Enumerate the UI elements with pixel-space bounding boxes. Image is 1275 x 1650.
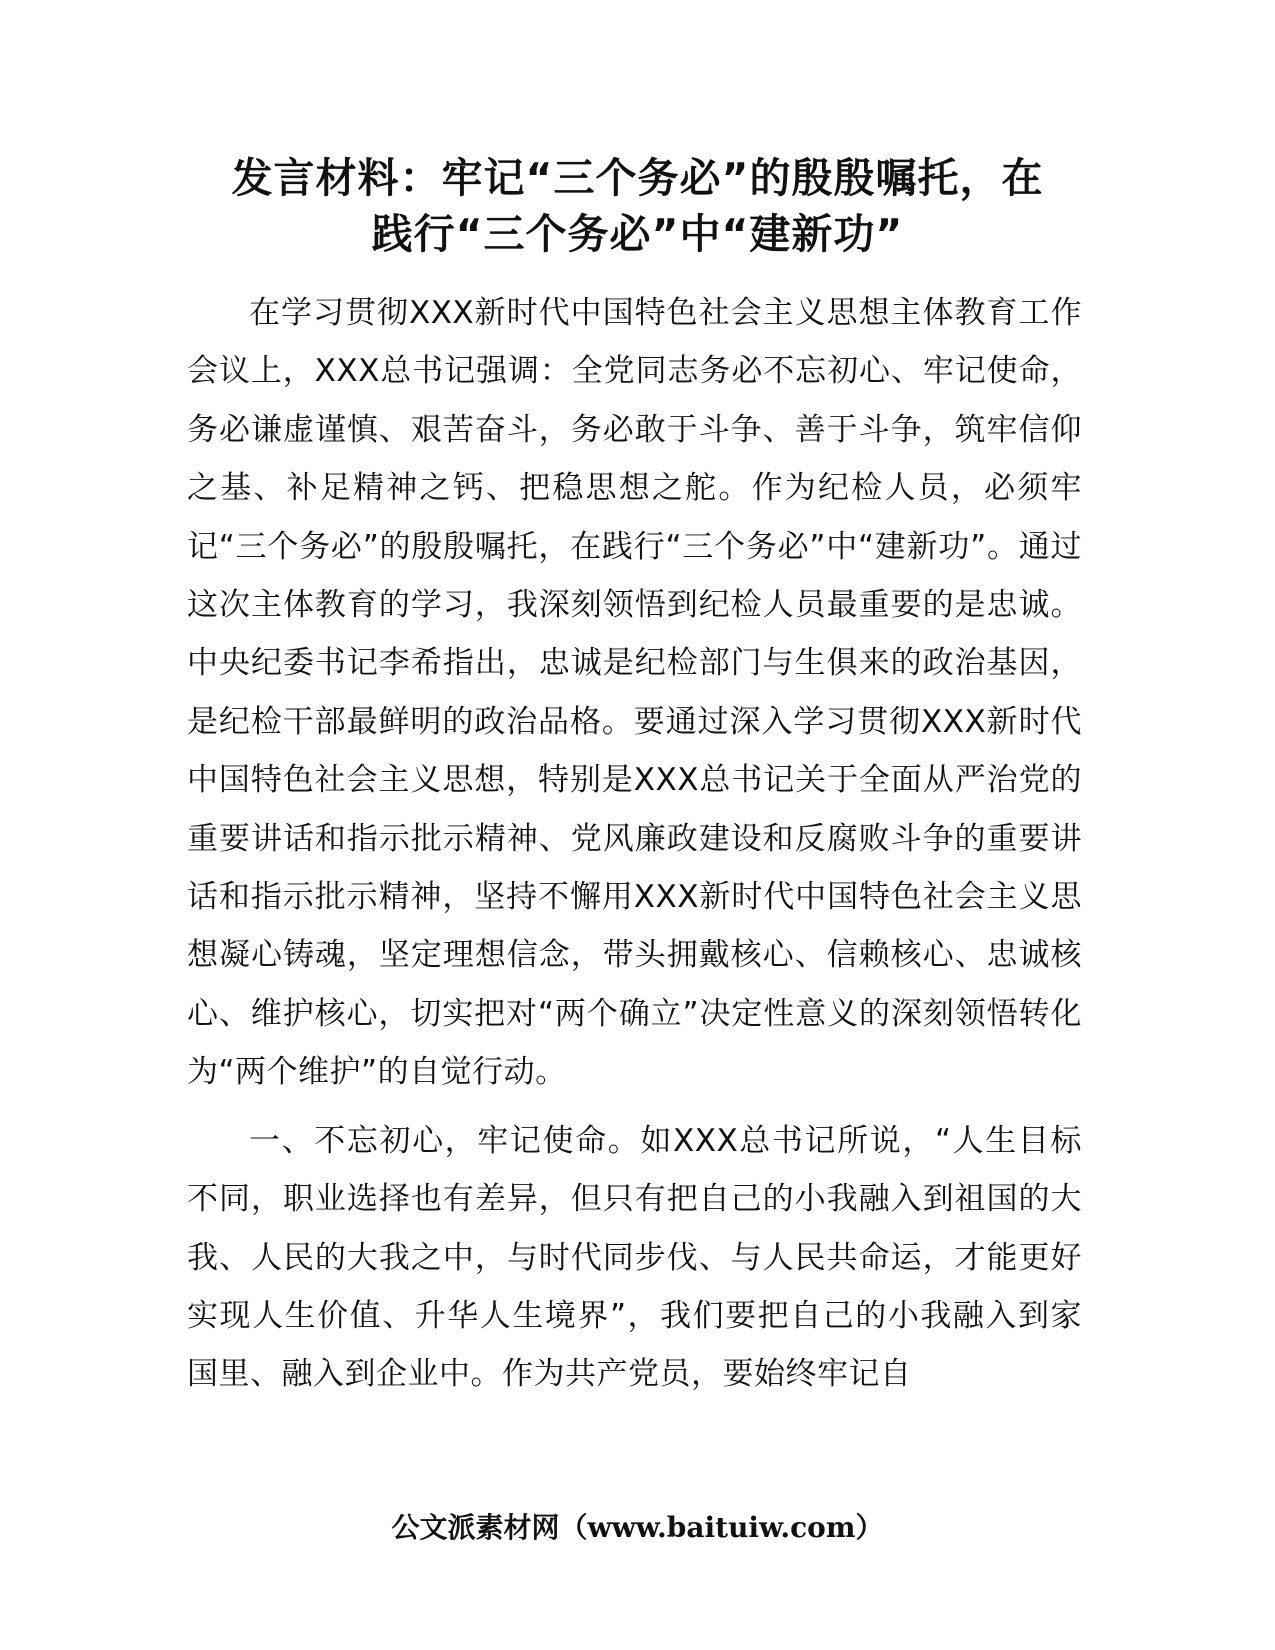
page-footer: 公文派素材网（www.baituiw.com）: [391, 1511, 884, 1544]
paragraph-intro: 在学习贯彻XXX新时代中国特色社会主义思想主体教育工作会议上，XXX总书记强调：全党同志务必不忘初心、牢记使命，务必谦虚谨慎、艰苦奋斗，务必敢于斗争、善于斗争，筑牢信仰之基、补足精神之钙、把稳思想之舵。作为纪检人员，必须牢记“三个务必”的殷殷嘱托，在践行“三个务必”中“建新功”。通过这次主体教育的学习，我深刻领悟到纪检人员最重要的是忠诚。中央纪委书记李希指出，忠诚是纪检部门与生俱来的政治基因，是纪检干部最鲜明的政治品格。要通过深入学习贯彻XXX新时代中国特色社会主义思想，特别是XXX总书记关于全面从严治党的重要讲话和指示批示精神、党风廉政建设和反腐败斗争的重要讲话和指示批示精神，坚持不懈用XXX新时代中国特色社会主义思想凝心铸魂，坚定理想信念，带头拥戴核心、信赖核心、忠诚核心、维护核心，切实把对“两个确立”决定性意义的深刻领悟转化为“两个维护”的自觉行动。: [187, 295, 1082, 1091]
title-line-1: 发言材料：牢记“三个务必”的殷殷嘱托，在: [231, 154, 1044, 202]
document-title: [150, 150, 1125, 262]
document-body: [187, 284, 1082, 1404]
paragraph-section-1: 一、不忘初心，牢记使命。如XXX总书记所说，“人生目标不同，职业选择也有差异，但只有把自己的小我融入到祖国的大我、人民的大我之中，与时代同步伐、与人民共命运，才能更好实现人生价值、升华人生境界”，我们要把自己的小我融入到家国里、融入到企业中。作为共产党员，要始终牢记自: [187, 1122, 1082, 1393]
title-line-2: 践行“三个务必”中“建新功”: [371, 210, 904, 258]
